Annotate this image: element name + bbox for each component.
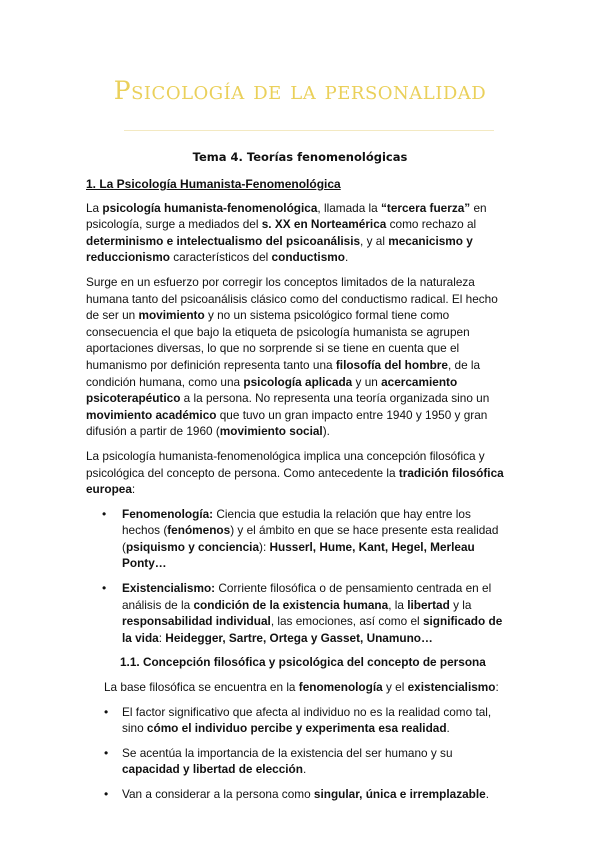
list-item: • Fenomenología: Ciencia que estudia la relación que hay entre los hechos (fenómenos) y el ámbito en que se hace presente esta realidad (psiquismo y conciencia): Husserl, Hume, Kant, Hegel, Merleau Ponty… <box>102 506 499 571</box>
bullet-icon: • <box>102 506 107 521</box>
list-item: • Existencialismo: Corriente filosófica o de pensamiento centrada en el análisis de la condición de la existencia humana, la libertad y la responsabilidad individual, las emociones, así como el significado de la vida: Heidegger, Sartre, Ortega y Gasset, Unamuno… <box>102 581 503 645</box>
topic-subtitle: Tema 4. Teorías fenomenológicas <box>192 150 408 164</box>
list-item: • Se acentúa la importancia de la existencia del ser humano y su capacidad y libertad de elección. <box>104 745 453 777</box>
bullet-icon: • <box>104 787 109 801</box>
subsection-heading: 1.1. Concepción filosófica y psicológica del concepto de persona <box>120 655 486 670</box>
section-heading: 1. La Psicología Humanista-Fenomenológica <box>86 177 341 191</box>
list-item: • Van a considerar a la persona como singular, única e irremplazable. <box>104 787 489 801</box>
tradition-list <box>86 506 506 647</box>
paragraph-intro: La psicología humanista-fenomenológica, llamada la “tercera fuerza” en psicología, surge a mediados del s. XX en Norteamérica como rechazo al determinismo e intelectualismo del psicoanálisis, y al mecanicismo y reduccionismo característicos del conductismo. <box>86 200 487 265</box>
bullet-icon: • <box>102 581 107 596</box>
paragraph-origin: Surge en un esfuerzo por corregir los conceptos limitados de la naturaleza humana tanto del psicoanálisis clásico como del conductismo radical. El hecho de ser un movimiento y no un sistema psicológico formal tiene como consecuencia el que bajo la etiqueta de psicología humanista se agrupen aportaciones diversas, lo que no sorprende si se tiene en cuenta que el humanismo por definición representa tanto una filosofía del hombre, de la condición humana, como una psicología aplicada y un acercamiento psicoterapéutico a la persona. No representa una teoría organizada sino un movimiento académico que tuvo un gran impacto entre 1940 y 1950 y gran difusión a partir de 1960 (movimiento social). <box>86 274 498 439</box>
paragraph-tradition: La psicología humanista-fenomenológica implica una concepción filosófica y psicológica del concepto de persona. Como antecedente la tradición filosófica europea: <box>86 448 504 497</box>
bullet-icon: • <box>104 704 109 719</box>
document-body <box>86 176 506 811</box>
concept-list <box>86 704 506 803</box>
document-title: Psicología de la personalidad <box>113 76 487 105</box>
title-divider <box>124 130 494 131</box>
list-item: • El factor significativo que afecta al individuo no es la realidad como tal, sino cómo el individuo percibe y experimenta esa realidad. <box>104 704 492 736</box>
bullet-icon: • <box>104 745 109 760</box>
paragraph-basis: La base filosófica se encuentra en la fenomenología y el existencialismo: <box>104 680 499 695</box>
